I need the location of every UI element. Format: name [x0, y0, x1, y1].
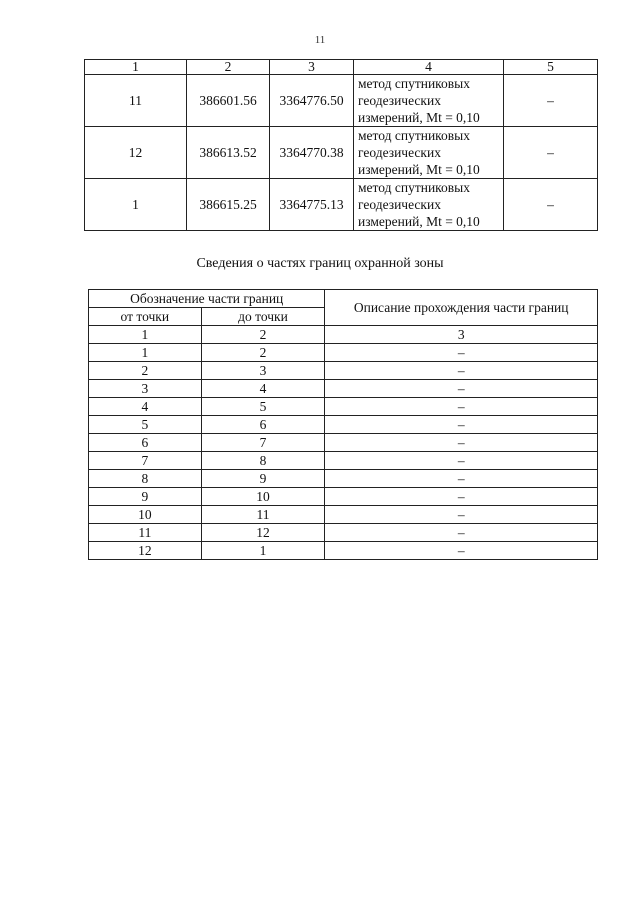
from-point-cell: 9	[89, 488, 202, 506]
table-row	[85, 75, 598, 127]
to-point-cell: 12	[201, 524, 325, 542]
column-number-header: 4	[354, 60, 504, 75]
from-point-cell: 5	[89, 416, 202, 434]
to-point-cell: 9	[201, 470, 325, 488]
page-number: 11	[314, 34, 326, 46]
coordinate-y: 3364775.13	[270, 179, 354, 231]
coordinates-header-row	[85, 60, 598, 75]
table-row	[89, 362, 598, 380]
description-cell: –	[325, 506, 598, 524]
point-id: 1	[85, 179, 187, 231]
method-line: метод спутниковых	[358, 128, 470, 143]
to-point-cell: 11	[201, 506, 325, 524]
method-line: геодезических	[358, 197, 441, 212]
method-line: измерений, Mt = 0,10	[358, 162, 480, 177]
table-row	[89, 380, 598, 398]
to-point-cell: 6	[201, 416, 325, 434]
table-row	[89, 470, 598, 488]
from-point-cell: 3	[89, 380, 202, 398]
point-id: 11	[85, 75, 187, 127]
table-row	[89, 416, 598, 434]
table-row	[89, 344, 598, 362]
description-cell: –	[325, 470, 598, 488]
from-point-cell: 12	[89, 542, 202, 560]
coordinate-x: 386615.25	[187, 179, 270, 231]
method-line: измерений, Mt = 0,10	[358, 110, 480, 125]
description-cell: –	[325, 524, 598, 542]
coordinate-x: 386613.52	[187, 127, 270, 179]
note-cell: –	[504, 179, 598, 231]
description-cell: –	[325, 380, 598, 398]
to-point-cell: 2	[201, 344, 325, 362]
method-line: измерений, Mt = 0,10	[358, 214, 480, 229]
to-point-cell: 8	[201, 452, 325, 470]
column-number-header: 2	[201, 326, 325, 344]
description-cell: –	[325, 434, 598, 452]
note-cell: –	[504, 127, 598, 179]
from-point-cell: 6	[89, 434, 202, 452]
column-number-header: 1	[89, 326, 202, 344]
from-point-cell: 1	[89, 344, 202, 362]
from-point-cell: 8	[89, 470, 202, 488]
from-point-header: от точки	[89, 308, 202, 326]
table-row	[89, 542, 598, 560]
to-point-cell: 4	[201, 380, 325, 398]
table-row	[89, 488, 598, 506]
parts-table-body	[89, 344, 598, 560]
method-cell	[354, 179, 504, 231]
description-cell: –	[325, 362, 598, 380]
designation-header: Обозначение части границ	[89, 290, 325, 308]
description-cell: –	[325, 488, 598, 506]
table-row	[89, 434, 598, 452]
to-point-cell: 5	[201, 398, 325, 416]
table-row	[89, 506, 598, 524]
table-row	[89, 524, 598, 542]
coordinate-y: 3364776.50	[270, 75, 354, 127]
table-row	[89, 452, 598, 470]
coordinates-table	[84, 59, 598, 231]
description-cell: –	[325, 452, 598, 470]
from-point-cell: 10	[89, 506, 202, 524]
description-cell: –	[325, 416, 598, 434]
description-cell: –	[325, 344, 598, 362]
point-id: 12	[85, 127, 187, 179]
section-title: Сведения о частях границ охранной зоны	[196, 256, 444, 271]
description-cell: –	[325, 542, 598, 560]
table-row	[85, 127, 598, 179]
description-header: Описание прохождения части границ	[325, 290, 598, 326]
to-point-cell: 3	[201, 362, 325, 380]
column-number-header: 5	[504, 60, 598, 75]
note-cell: –	[504, 75, 598, 127]
to-point-cell: 1	[201, 542, 325, 560]
column-number-header: 3	[270, 60, 354, 75]
table-row	[85, 179, 598, 231]
from-point-cell: 7	[89, 452, 202, 470]
table-row	[89, 398, 598, 416]
from-point-cell: 2	[89, 362, 202, 380]
column-number-header: 2	[187, 60, 270, 75]
method-line: метод спутниковых	[358, 76, 470, 91]
coordinate-x: 386601.56	[187, 75, 270, 127]
parts-numbering-row	[89, 326, 598, 344]
method-cell	[354, 75, 504, 127]
column-number-header: 1	[85, 60, 187, 75]
method-line: геодезических	[358, 145, 441, 160]
from-point-cell: 11	[89, 524, 202, 542]
column-number-header: 3	[325, 326, 598, 344]
to-point-cell: 10	[201, 488, 325, 506]
method-line: геодезических	[358, 93, 441, 108]
to-point-cell: 7	[201, 434, 325, 452]
parts-header-row	[89, 290, 598, 308]
description-cell: –	[325, 398, 598, 416]
from-point-cell: 4	[89, 398, 202, 416]
to-point-header: до точки	[201, 308, 325, 326]
coordinate-y: 3364770.38	[270, 127, 354, 179]
boundary-parts-table	[88, 289, 598, 560]
method-line: метод спутниковых	[358, 180, 470, 195]
method-cell	[354, 127, 504, 179]
